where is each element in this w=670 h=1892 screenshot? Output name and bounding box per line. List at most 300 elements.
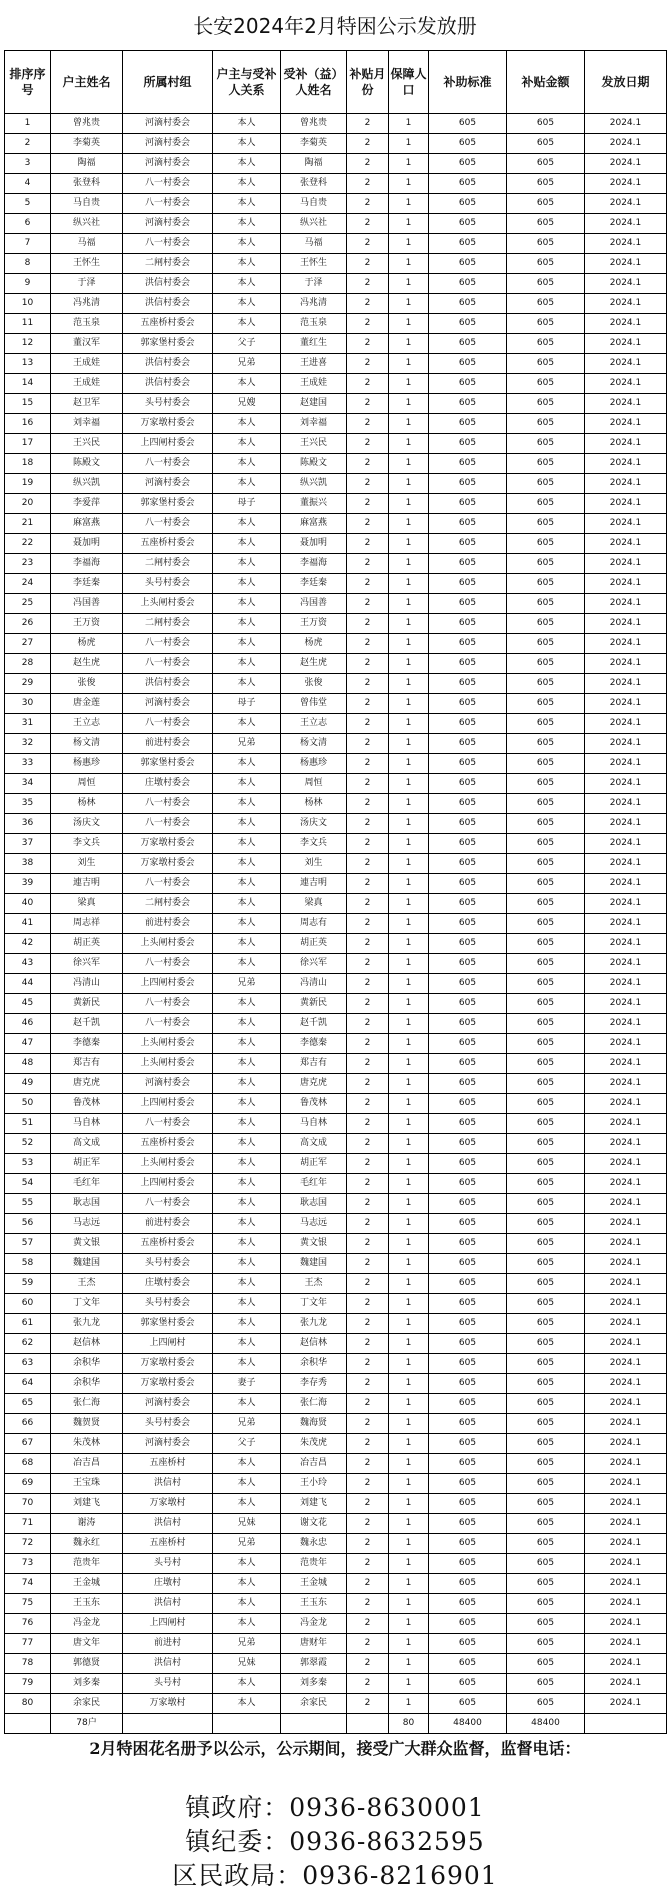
cell-amount: 605 — [507, 674, 585, 694]
cell-seq: 45 — [5, 994, 51, 1014]
cell-date: 2024.1 — [585, 274, 667, 294]
cell-recipient: 冯金龙 — [281, 1614, 347, 1634]
cell-date: 2024.1 — [585, 554, 667, 574]
cell-seq: 43 — [5, 954, 51, 974]
cell-population: 1 — [389, 454, 429, 474]
cell-relation: 本人 — [213, 114, 281, 134]
cell-amount: 605 — [507, 1554, 585, 1574]
cell-month: 2 — [347, 514, 389, 534]
cell-recipient: 胡正英 — [281, 934, 347, 954]
cell-population: 1 — [389, 414, 429, 434]
cell-population: 1 — [389, 1094, 429, 1114]
cell-standard: 605 — [429, 1274, 507, 1294]
cell-month: 2 — [347, 254, 389, 274]
cell-relation: 本人 — [213, 1354, 281, 1374]
cell-standard: 605 — [429, 994, 507, 1014]
cell-head-name: 刘建飞 — [51, 1494, 123, 1514]
cell-month: 2 — [347, 414, 389, 434]
cell-recipient: 赵千凯 — [281, 1014, 347, 1034]
cell-population: 1 — [389, 894, 429, 914]
cell-amount: 605 — [507, 1494, 585, 1514]
cell-date: 2024.1 — [585, 574, 667, 594]
table-row — [5, 1374, 667, 1394]
cell-seq: 40 — [5, 894, 51, 914]
cell-relation: 本人 — [213, 1154, 281, 1174]
cell-head-name: 冯兆清 — [51, 294, 123, 314]
cell-seq: 60 — [5, 1294, 51, 1314]
cell-village: 八一村委会 — [123, 714, 213, 734]
cell-amount: 605 — [507, 394, 585, 414]
cell-village: 洪信村委会 — [123, 354, 213, 374]
cell-village: 郭家堡村委会 — [123, 334, 213, 354]
table-row — [5, 594, 667, 614]
cell-recipient: 赵建国 — [281, 394, 347, 414]
cell-amount: 605 — [507, 114, 585, 134]
cell-amount: 605 — [507, 254, 585, 274]
cell-date: 2024.1 — [585, 1034, 667, 1054]
cell-head-name: 李德秦 — [51, 1034, 123, 1054]
cell-date: 2024.1 — [585, 1314, 667, 1334]
cell-date: 2024.1 — [585, 414, 667, 434]
cell-standard: 605 — [429, 1494, 507, 1514]
total-empty-cell — [347, 1714, 389, 1734]
cell-head-name: 杨惠珍 — [51, 754, 123, 774]
cell-seq: 38 — [5, 854, 51, 874]
cell-date: 2024.1 — [585, 1214, 667, 1234]
cell-relation: 本人 — [213, 714, 281, 734]
cell-month: 2 — [347, 1654, 389, 1674]
cell-population: 1 — [389, 934, 429, 954]
cell-month: 2 — [347, 954, 389, 974]
cell-month: 2 — [347, 314, 389, 334]
cell-standard: 605 — [429, 834, 507, 854]
cell-population: 1 — [389, 1394, 429, 1414]
cell-date: 2024.1 — [585, 874, 667, 894]
total-empty-cell — [213, 1714, 281, 1734]
cell-head-name: 聂加明 — [51, 534, 123, 554]
cell-village: 前进村委会 — [123, 914, 213, 934]
cell-seq: 37 — [5, 834, 51, 854]
cell-date: 2024.1 — [585, 214, 667, 234]
cell-date: 2024.1 — [585, 1074, 667, 1094]
cell-head-name: 王玉东 — [51, 1594, 123, 1614]
cell-amount: 605 — [507, 934, 585, 954]
cell-amount: 605 — [507, 454, 585, 474]
cell-village: 河滴村委会 — [123, 1074, 213, 1094]
cell-date: 2024.1 — [585, 714, 667, 734]
contact-town-government: 镇政府：0936-8630001 — [185, 1793, 485, 1822]
cell-population: 1 — [389, 1174, 429, 1194]
cell-population: 1 — [389, 1514, 429, 1534]
cell-recipient: 冯兆清 — [281, 294, 347, 314]
cell-head-name: 余家民 — [51, 1694, 123, 1714]
cell-standard: 605 — [429, 1094, 507, 1114]
cell-month: 2 — [347, 1594, 389, 1614]
cell-relation: 本人 — [213, 474, 281, 494]
cell-amount: 605 — [507, 274, 585, 294]
cell-recipient: 王玉东 — [281, 1594, 347, 1614]
cell-village: 八一村委会 — [123, 634, 213, 654]
cell-head-name: 唐金莲 — [51, 694, 123, 714]
cell-standard: 605 — [429, 394, 507, 414]
cell-village: 二闸村委会 — [123, 894, 213, 914]
cell-head-name: 张九龙 — [51, 1314, 123, 1334]
cell-date: 2024.1 — [585, 1674, 667, 1694]
cell-population: 1 — [389, 1694, 429, 1714]
cell-seq: 10 — [5, 294, 51, 314]
cell-village: 五座桥村委会 — [123, 314, 213, 334]
cell-standard: 605 — [429, 374, 507, 394]
cell-recipient: 范贵年 — [281, 1554, 347, 1574]
cell-amount: 605 — [507, 574, 585, 594]
cell-relation: 本人 — [213, 794, 281, 814]
cell-amount: 605 — [507, 214, 585, 234]
cell-head-name: 胡正英 — [51, 934, 123, 954]
cell-date: 2024.1 — [585, 994, 667, 1014]
table-row — [5, 1134, 667, 1154]
cell-village: 河滴村委会 — [123, 694, 213, 714]
cell-head-name: 赵卫军 — [51, 394, 123, 414]
cell-relation: 父子 — [213, 334, 281, 354]
cell-recipient: 谢文花 — [281, 1514, 347, 1534]
cell-standard: 605 — [429, 134, 507, 154]
cell-relation: 本人 — [213, 1294, 281, 1314]
table-row — [5, 174, 667, 194]
total-empty-cell — [123, 1714, 213, 1734]
cell-head-name: 李廷秦 — [51, 574, 123, 594]
cell-amount: 605 — [507, 554, 585, 574]
cell-village: 上头闸村委会 — [123, 1034, 213, 1054]
cell-seq: 3 — [5, 154, 51, 174]
cell-head-name: 范玉泉 — [51, 314, 123, 334]
cell-amount: 605 — [507, 1114, 585, 1134]
table-row — [5, 474, 667, 494]
cell-seq: 79 — [5, 1674, 51, 1694]
cell-village: 万家墩村委会 — [123, 1354, 213, 1374]
cell-amount: 605 — [507, 834, 585, 854]
cell-month: 2 — [347, 1454, 389, 1474]
cell-month: 2 — [347, 374, 389, 394]
cell-date: 2024.1 — [585, 494, 667, 514]
cell-date: 2024.1 — [585, 1654, 667, 1674]
cell-population: 1 — [389, 954, 429, 974]
cell-month: 2 — [347, 994, 389, 1014]
cell-date: 2024.1 — [585, 794, 667, 814]
cell-standard: 605 — [429, 1534, 507, 1554]
cell-month: 2 — [347, 774, 389, 794]
cell-relation: 本人 — [213, 934, 281, 954]
cell-date: 2024.1 — [585, 634, 667, 654]
cell-population: 1 — [389, 994, 429, 1014]
cell-amount: 605 — [507, 1414, 585, 1434]
cell-seq: 72 — [5, 1534, 51, 1554]
cell-village: 万家墩村委会 — [123, 1374, 213, 1394]
cell-relation: 兄嫂 — [213, 394, 281, 414]
table-row — [5, 1474, 667, 1494]
cell-month: 2 — [347, 1414, 389, 1434]
cell-relation: 本人 — [213, 654, 281, 674]
cell-amount: 605 — [507, 1454, 585, 1474]
cell-relation: 本人 — [213, 514, 281, 534]
cell-recipient: 曾伟堂 — [281, 694, 347, 714]
cell-date: 2024.1 — [585, 1334, 667, 1354]
col-header-month: 补贴月份 — [347, 51, 389, 114]
cell-standard: 605 — [429, 1574, 507, 1594]
total-households: 78户 — [51, 1714, 123, 1734]
cell-head-name: 王怀生 — [51, 254, 123, 274]
table-row — [5, 214, 667, 234]
cell-amount: 605 — [507, 914, 585, 934]
notice-text: 2月特困花名册予以公示，公示期间，接受广大群众监督，监督电话： — [89, 1739, 581, 1758]
cell-date: 2024.1 — [585, 1694, 667, 1714]
cell-date: 2024.1 — [585, 1354, 667, 1374]
cell-recipient: 魏海贤 — [281, 1414, 347, 1434]
cell-recipient: 李存秀 — [281, 1374, 347, 1394]
cell-month: 2 — [347, 1014, 389, 1034]
cell-relation: 本人 — [213, 1334, 281, 1354]
cell-month: 2 — [347, 474, 389, 494]
table-row — [5, 434, 667, 454]
table-row — [5, 1234, 667, 1254]
cell-head-name: 冶吉昌 — [51, 1454, 123, 1474]
cell-village: 郭家堡村委会 — [123, 494, 213, 514]
cell-standard: 605 — [429, 494, 507, 514]
cell-seq: 57 — [5, 1234, 51, 1254]
cell-amount: 605 — [507, 374, 585, 394]
total-amount: 48400 — [507, 1714, 585, 1734]
table-row — [5, 754, 667, 774]
cell-relation: 本人 — [213, 874, 281, 894]
table-row — [5, 794, 667, 814]
table-row — [5, 1534, 667, 1554]
cell-month: 2 — [347, 914, 389, 934]
cell-recipient: 梁真 — [281, 894, 347, 914]
cell-recipient: 冯国善 — [281, 594, 347, 614]
cell-village: 上四闸村 — [123, 1614, 213, 1634]
cell-population: 1 — [389, 334, 429, 354]
table-row — [5, 1394, 667, 1414]
cell-month: 2 — [347, 1054, 389, 1074]
cell-relation: 兄弟 — [213, 354, 281, 374]
cell-population: 1 — [389, 634, 429, 654]
cell-standard: 605 — [429, 874, 507, 894]
cell-relation: 本人 — [213, 1134, 281, 1154]
cell-relation: 母子 — [213, 694, 281, 714]
cell-relation: 本人 — [213, 154, 281, 174]
cell-amount: 605 — [507, 1394, 585, 1414]
cell-amount: 605 — [507, 474, 585, 494]
table-row — [5, 954, 667, 974]
cell-standard: 605 — [429, 154, 507, 174]
cell-month: 2 — [347, 394, 389, 414]
cell-standard: 605 — [429, 414, 507, 434]
cell-recipient: 王小玲 — [281, 1474, 347, 1494]
cell-village: 头号村委会 — [123, 1294, 213, 1314]
cell-head-name: 马志远 — [51, 1214, 123, 1234]
cell-standard: 605 — [429, 774, 507, 794]
cell-seq: 32 — [5, 734, 51, 754]
table-row — [5, 1694, 667, 1714]
cell-amount: 605 — [507, 894, 585, 914]
cell-amount: 605 — [507, 594, 585, 614]
table-row — [5, 714, 667, 734]
cell-standard: 605 — [429, 294, 507, 314]
cell-village: 五座桥村委会 — [123, 1134, 213, 1154]
cell-relation: 本人 — [213, 574, 281, 594]
cell-month: 2 — [347, 1514, 389, 1534]
cell-standard: 605 — [429, 454, 507, 474]
cell-relation: 本人 — [213, 1474, 281, 1494]
cell-amount: 605 — [507, 854, 585, 874]
cell-village: 庄墩村 — [123, 1574, 213, 1594]
cell-standard: 605 — [429, 654, 507, 674]
cell-standard: 605 — [429, 474, 507, 494]
cell-date: 2024.1 — [585, 154, 667, 174]
cell-month: 2 — [347, 1534, 389, 1554]
table-row — [5, 1614, 667, 1634]
cell-head-name: 于泽 — [51, 274, 123, 294]
cell-recipient: 张仁海 — [281, 1394, 347, 1414]
cell-recipient: 马志远 — [281, 1214, 347, 1234]
cell-village: 洪信村委会 — [123, 274, 213, 294]
cell-village: 五座桥村委会 — [123, 534, 213, 554]
cell-month: 2 — [347, 694, 389, 714]
cell-village: 河滴村委会 — [123, 134, 213, 154]
cell-population: 1 — [389, 734, 429, 754]
cell-seq: 25 — [5, 594, 51, 614]
cell-village: 头号村委会 — [123, 394, 213, 414]
cell-seq: 44 — [5, 974, 51, 994]
cell-amount: 605 — [507, 1274, 585, 1294]
cell-date: 2024.1 — [585, 174, 667, 194]
cell-recipient: 于泽 — [281, 274, 347, 294]
cell-standard: 605 — [429, 1354, 507, 1374]
cell-village: 万家墩村 — [123, 1694, 213, 1714]
cell-seq: 68 — [5, 1454, 51, 1474]
cell-date: 2024.1 — [585, 914, 667, 934]
cell-relation: 本人 — [213, 1314, 281, 1334]
cell-seq: 51 — [5, 1114, 51, 1134]
cell-recipient: 汤庆文 — [281, 814, 347, 834]
cell-amount: 605 — [507, 234, 585, 254]
cell-month: 2 — [347, 554, 389, 574]
cell-head-name: 刘生 — [51, 854, 123, 874]
cell-seq: 63 — [5, 1354, 51, 1374]
cell-recipient: 周志有 — [281, 914, 347, 934]
cell-standard: 605 — [429, 1314, 507, 1334]
cell-seq: 11 — [5, 314, 51, 334]
cell-population: 1 — [389, 834, 429, 854]
cell-seq: 64 — [5, 1374, 51, 1394]
cell-head-name: 魏建国 — [51, 1254, 123, 1274]
cell-population: 1 — [389, 1294, 429, 1314]
cell-head-name: 李福海 — [51, 554, 123, 574]
cell-standard: 605 — [429, 334, 507, 354]
cell-head-name: 张俊 — [51, 674, 123, 694]
cell-standard: 605 — [429, 1174, 507, 1194]
cell-relation: 本人 — [213, 234, 281, 254]
cell-recipient: 徐兴军 — [281, 954, 347, 974]
table-row — [5, 134, 667, 154]
cell-relation: 本人 — [213, 594, 281, 614]
cell-relation: 兄弟 — [213, 974, 281, 994]
cell-date: 2024.1 — [585, 1054, 667, 1074]
cell-village: 庄墩村委会 — [123, 774, 213, 794]
cell-village: 八一村委会 — [123, 654, 213, 674]
cell-seq: 15 — [5, 394, 51, 414]
table-row — [5, 674, 667, 694]
cell-date: 2024.1 — [585, 1094, 667, 1114]
cell-standard: 605 — [429, 634, 507, 654]
cell-head-name: 冯国善 — [51, 594, 123, 614]
cell-date: 2024.1 — [585, 1594, 667, 1614]
table-row — [5, 114, 667, 134]
cell-seq: 50 — [5, 1094, 51, 1114]
cell-head-name: 冯金龙 — [51, 1614, 123, 1634]
table-row — [5, 1574, 667, 1594]
cell-relation: 父子 — [213, 1434, 281, 1454]
cell-standard: 605 — [429, 1054, 507, 1074]
cell-head-name: 郭德贤 — [51, 1654, 123, 1674]
cell-month: 2 — [347, 574, 389, 594]
cell-seq: 65 — [5, 1394, 51, 1414]
cell-village: 八一村委会 — [123, 454, 213, 474]
cell-relation: 本人 — [213, 214, 281, 234]
cell-amount: 605 — [507, 1694, 585, 1714]
cell-standard: 605 — [429, 894, 507, 914]
cell-relation: 本人 — [213, 994, 281, 1014]
cell-month: 2 — [347, 834, 389, 854]
cell-date: 2024.1 — [585, 1134, 667, 1154]
cell-month: 2 — [347, 1254, 389, 1274]
cell-relation: 本人 — [213, 274, 281, 294]
cell-standard: 605 — [429, 554, 507, 574]
cell-village: 头号村委会 — [123, 1414, 213, 1434]
cell-village: 上四闸村委会 — [123, 1174, 213, 1194]
cell-head-name: 王万资 — [51, 614, 123, 634]
cell-month: 2 — [347, 1154, 389, 1174]
cell-relation: 本人 — [213, 1174, 281, 1194]
cell-seq: 28 — [5, 654, 51, 674]
table-row — [5, 294, 667, 314]
cell-relation: 本人 — [213, 1054, 281, 1074]
table-row — [5, 254, 667, 274]
table-row — [5, 994, 667, 1014]
cell-relation: 本人 — [213, 1194, 281, 1214]
cell-head-name: 唐文年 — [51, 1634, 123, 1654]
col-header-amount: 补贴金额 — [507, 51, 585, 114]
cell-population: 1 — [389, 914, 429, 934]
cell-month: 2 — [347, 274, 389, 294]
cell-amount: 605 — [507, 814, 585, 834]
cell-date: 2024.1 — [585, 1474, 667, 1494]
cell-head-name: 魏贺贤 — [51, 1414, 123, 1434]
cell-population: 1 — [389, 1474, 429, 1494]
cell-village: 上四闸村委会 — [123, 434, 213, 454]
cell-date: 2024.1 — [585, 334, 667, 354]
cell-month: 2 — [347, 1374, 389, 1394]
cell-amount: 605 — [507, 1474, 585, 1494]
cell-population: 1 — [389, 1674, 429, 1694]
cell-population: 1 — [389, 1154, 429, 1174]
cell-recipient: 张九龙 — [281, 1314, 347, 1334]
cell-amount: 605 — [507, 434, 585, 454]
cell-seq: 41 — [5, 914, 51, 934]
table-row — [5, 1094, 667, 1114]
cell-date: 2024.1 — [585, 814, 667, 834]
cell-head-name: 王兴民 — [51, 434, 123, 454]
cell-standard: 605 — [429, 214, 507, 234]
